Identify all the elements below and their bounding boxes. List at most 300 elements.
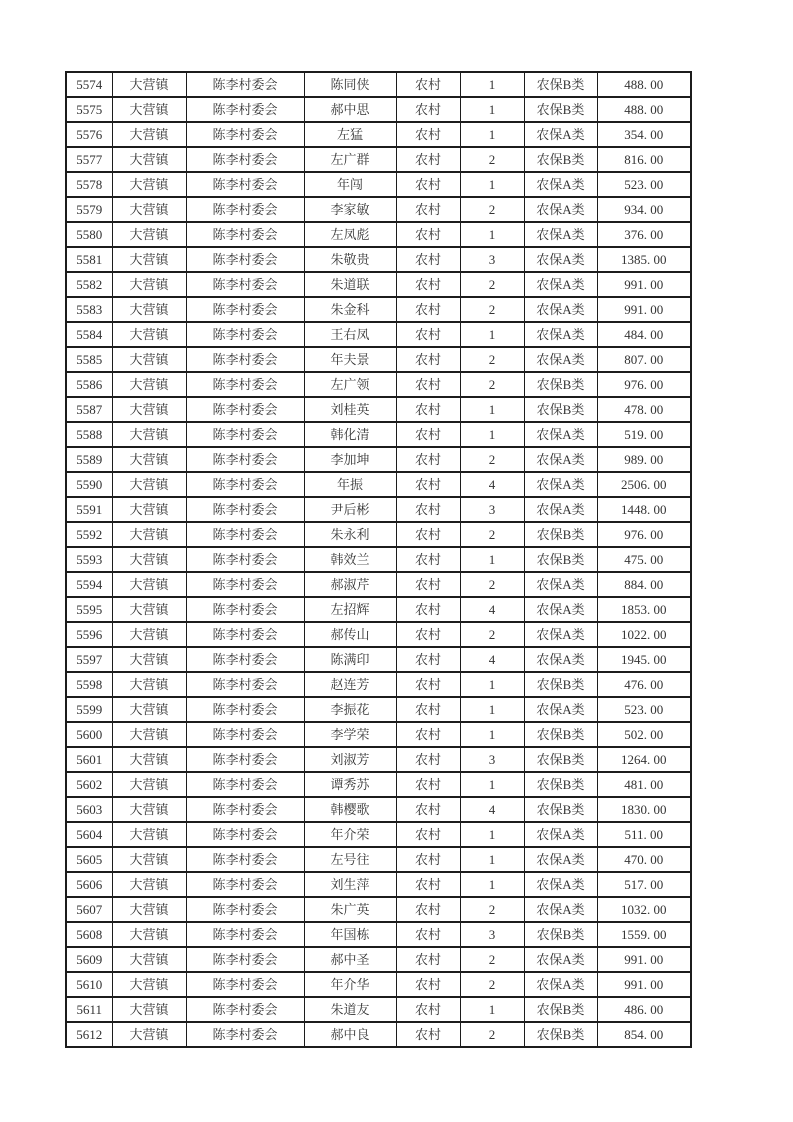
cell-village: 陈李村委会 [186,247,304,272]
cell-amount: 1945. 00 [597,647,691,672]
cell-serial: 5599 [66,697,112,722]
table-row [66,347,691,372]
cell-village: 陈李村委会 [186,347,304,372]
cell-serial: 5579 [66,197,112,222]
cell-category: 农保B类 [524,1022,597,1047]
cell-category: 农保A类 [524,872,597,897]
cell-name: 年闯 [304,172,396,197]
cell-category: 农保A类 [524,122,597,147]
cell-count: 1 [460,722,524,747]
cell-serial: 5596 [66,622,112,647]
cell-name: 陈满印 [304,647,396,672]
cell-town: 大营镇 [112,522,186,547]
table-row [66,747,691,772]
table-body [66,72,691,1047]
table-row [66,397,691,422]
cell-village: 陈李村委会 [186,1022,304,1047]
cell-category: 农保A类 [524,247,597,272]
table-row [66,122,691,147]
cell-town: 大营镇 [112,722,186,747]
cell-town: 大营镇 [112,1022,186,1047]
cell-category: 农保A类 [524,972,597,997]
table-row [66,422,691,447]
cell-residence: 农村 [396,597,460,622]
cell-residence: 农村 [396,497,460,522]
cell-category: 农保A类 [524,422,597,447]
cell-town: 大营镇 [112,372,186,397]
cell-count: 1 [460,822,524,847]
cell-count: 4 [460,597,524,622]
cell-town: 大营镇 [112,97,186,122]
cell-name: 韩效兰 [304,547,396,572]
cell-count: 2 [460,572,524,597]
cell-serial: 5592 [66,522,112,547]
cell-amount: 2506. 00 [597,472,691,497]
cell-name: 刘淑芳 [304,747,396,772]
cell-town: 大营镇 [112,272,186,297]
cell-residence: 农村 [396,447,460,472]
cell-village: 陈李村委会 [186,997,304,1022]
cell-village: 陈李村委会 [186,547,304,572]
cell-category: 农保A类 [524,847,597,872]
cell-residence: 农村 [396,722,460,747]
cell-name: 朱永利 [304,522,396,547]
cell-count: 3 [460,747,524,772]
cell-name: 韩樱歌 [304,797,396,822]
cell-residence: 农村 [396,797,460,822]
cell-name: 朱道联 [304,272,396,297]
table-row [66,172,691,197]
cell-village: 陈李村委会 [186,672,304,697]
cell-serial: 5576 [66,122,112,147]
cell-residence: 农村 [396,122,460,147]
table-row [66,372,691,397]
table-row [66,672,691,697]
cell-residence: 农村 [396,297,460,322]
cell-count: 2 [460,1022,524,1047]
cell-town: 大营镇 [112,497,186,522]
cell-serial: 5595 [66,597,112,622]
cell-serial: 5588 [66,422,112,447]
cell-village: 陈李村委会 [186,397,304,422]
cell-town: 大营镇 [112,72,186,97]
cell-town: 大营镇 [112,622,186,647]
cell-serial: 5591 [66,497,112,522]
cell-residence: 农村 [396,697,460,722]
table-row [66,872,691,897]
cell-town: 大营镇 [112,797,186,822]
cell-serial: 5598 [66,672,112,697]
cell-amount: 1853. 00 [597,597,691,622]
cell-village: 陈李村委会 [186,722,304,747]
cell-category: 农保B类 [524,547,597,572]
cell-serial: 5589 [66,447,112,472]
cell-village: 陈李村委会 [186,72,304,97]
cell-serial: 5609 [66,947,112,972]
cell-town: 大营镇 [112,972,186,997]
cell-name: 李加坤 [304,447,396,472]
cell-category: 农保B类 [524,672,597,697]
cell-amount: 484. 00 [597,322,691,347]
cell-town: 大营镇 [112,847,186,872]
cell-residence: 农村 [396,72,460,97]
cell-serial: 5606 [66,872,112,897]
cell-residence: 农村 [396,672,460,697]
cell-category: 农保A类 [524,197,597,222]
cell-name: 左招辉 [304,597,396,622]
cell-name: 年国栋 [304,922,396,947]
cell-name: 朱金科 [304,297,396,322]
cell-count: 2 [460,947,524,972]
table-row [66,772,691,797]
cell-count: 1 [460,872,524,897]
cell-town: 大营镇 [112,172,186,197]
cell-town: 大营镇 [112,747,186,772]
cell-name: 韩化清 [304,422,396,447]
cell-amount: 934. 00 [597,197,691,222]
table-row [66,447,691,472]
cell-serial: 5583 [66,297,112,322]
cell-category: 农保B类 [524,147,597,172]
cell-category: 农保A类 [524,497,597,522]
table-row [66,222,691,247]
table-row [66,597,691,622]
cell-town: 大营镇 [112,347,186,372]
cell-count: 2 [460,972,524,997]
cell-count: 1 [460,422,524,447]
cell-serial: 5585 [66,347,112,372]
cell-category: 农保A类 [524,572,597,597]
cell-amount: 991. 00 [597,297,691,322]
cell-count: 4 [460,797,524,822]
cell-village: 陈李村委会 [186,322,304,347]
cell-village: 陈李村委会 [186,772,304,797]
cell-amount: 807. 00 [597,347,691,372]
cell-village: 陈李村委会 [186,497,304,522]
cell-category: 农保A类 [524,297,597,322]
cell-category: 农保B类 [524,72,597,97]
cell-category: 农保B类 [524,797,597,822]
cell-amount: 1830. 00 [597,797,691,822]
cell-amount: 481. 00 [597,772,691,797]
cell-residence: 农村 [396,897,460,922]
cell-category: 农保A类 [524,897,597,922]
cell-residence: 农村 [396,647,460,672]
cell-name: 李振花 [304,697,396,722]
cell-category: 农保B类 [524,997,597,1022]
cell-serial: 5597 [66,647,112,672]
cell-town: 大营镇 [112,397,186,422]
cell-serial: 5604 [66,822,112,847]
cell-town: 大营镇 [112,147,186,172]
cell-name: 李学荣 [304,722,396,747]
cell-amount: 511. 00 [597,822,691,847]
cell-residence: 农村 [396,1022,460,1047]
cell-serial: 5600 [66,722,112,747]
table-row [66,97,691,122]
cell-town: 大营镇 [112,822,186,847]
cell-name: 年介荣 [304,822,396,847]
cell-village: 陈李村委会 [186,422,304,447]
cell-count: 1 [460,322,524,347]
cell-amount: 991. 00 [597,947,691,972]
cell-count: 4 [460,647,524,672]
cell-residence: 农村 [396,347,460,372]
cell-serial: 5602 [66,772,112,797]
cell-town: 大营镇 [112,672,186,697]
cell-count: 2 [460,522,524,547]
cell-name: 左猛 [304,122,396,147]
table-row [66,497,691,522]
cell-count: 1 [460,397,524,422]
cell-category: 农保A类 [524,622,597,647]
cell-town: 大营镇 [112,897,186,922]
cell-village: 陈李村委会 [186,197,304,222]
cell-town: 大营镇 [112,572,186,597]
cell-name: 左凤彪 [304,222,396,247]
cell-village: 陈李村委会 [186,922,304,947]
cell-category: 农保B类 [524,772,597,797]
cell-serial: 5578 [66,172,112,197]
cell-name: 刘生萍 [304,872,396,897]
cell-residence: 农村 [396,372,460,397]
cell-town: 大营镇 [112,947,186,972]
cell-village: 陈李村委会 [186,797,304,822]
cell-residence: 农村 [396,472,460,497]
cell-town: 大营镇 [112,322,186,347]
cell-count: 3 [460,497,524,522]
cell-residence: 农村 [396,97,460,122]
cell-category: 农保A类 [524,347,597,372]
cell-name: 年振 [304,472,396,497]
cell-serial: 5580 [66,222,112,247]
cell-amount: 1385. 00 [597,247,691,272]
cell-category: 农保B类 [524,747,597,772]
cell-residence: 农村 [396,947,460,972]
table-row [66,572,691,597]
cell-residence: 农村 [396,922,460,947]
cell-residence: 农村 [396,522,460,547]
cell-serial: 5593 [66,547,112,572]
cell-village: 陈李村委会 [186,172,304,197]
cell-village: 陈李村委会 [186,472,304,497]
cell-amount: 1022. 00 [597,622,691,647]
cell-residence: 农村 [396,172,460,197]
cell-amount: 517. 00 [597,872,691,897]
cell-amount: 991. 00 [597,272,691,297]
cell-name: 左广群 [304,147,396,172]
cell-town: 大营镇 [112,447,186,472]
cell-name: 左广领 [304,372,396,397]
cell-count: 1 [460,847,524,872]
cell-amount: 519. 00 [597,422,691,447]
cell-count: 1 [460,772,524,797]
cell-serial: 5577 [66,147,112,172]
cell-serial: 5608 [66,922,112,947]
cell-amount: 478. 00 [597,397,691,422]
table-row [66,797,691,822]
cell-name: 郝中圣 [304,947,396,972]
cell-name: 王右凤 [304,322,396,347]
cell-category: 农保A类 [524,447,597,472]
cell-category: 农保A类 [524,597,597,622]
cell-residence: 农村 [396,872,460,897]
cell-village: 陈李村委会 [186,97,304,122]
cell-name: 朱道友 [304,997,396,1022]
cell-village: 陈李村委会 [186,647,304,672]
cell-count: 1 [460,172,524,197]
cell-village: 陈李村委会 [186,747,304,772]
cell-category: 农保A类 [524,947,597,972]
cell-amount: 854. 00 [597,1022,691,1047]
cell-count: 1 [460,122,524,147]
cell-amount: 1264. 00 [597,747,691,772]
cell-village: 陈李村委会 [186,972,304,997]
cell-name: 郝中良 [304,1022,396,1047]
cell-village: 陈李村委会 [186,122,304,147]
cell-category: 农保B类 [524,397,597,422]
cell-residence: 农村 [396,747,460,772]
cell-village: 陈李村委会 [186,297,304,322]
table-row [66,522,691,547]
cell-town: 大营镇 [112,472,186,497]
cell-name: 郝传山 [304,622,396,647]
cell-amount: 354. 00 [597,122,691,147]
cell-category: 农保A类 [524,472,597,497]
cell-name: 左号往 [304,847,396,872]
cell-residence: 农村 [396,197,460,222]
cell-town: 大营镇 [112,197,186,222]
cell-amount: 502. 00 [597,722,691,747]
cell-count: 2 [460,897,524,922]
cell-residence: 农村 [396,147,460,172]
cell-residence: 农村 [396,272,460,297]
cell-village: 陈李村委会 [186,897,304,922]
cell-serial: 5574 [66,72,112,97]
cell-residence: 农村 [396,547,460,572]
cell-town: 大营镇 [112,872,186,897]
table-row [66,297,691,322]
cell-residence: 农村 [396,222,460,247]
cell-name: 尹后彬 [304,497,396,522]
cell-town: 大营镇 [112,997,186,1022]
cell-count: 1 [460,72,524,97]
table-row [66,922,691,947]
cell-count: 4 [460,472,524,497]
table-row [66,197,691,222]
cell-residence: 农村 [396,247,460,272]
table-row [66,822,691,847]
pension-roster-table [65,71,692,1048]
cell-name: 李家敏 [304,197,396,222]
cell-town: 大营镇 [112,297,186,322]
cell-amount: 1448. 00 [597,497,691,522]
cell-amount: 488. 00 [597,72,691,97]
cell-name: 年介华 [304,972,396,997]
table-row [66,272,691,297]
table-row [66,697,691,722]
cell-serial: 5581 [66,247,112,272]
cell-count: 2 [460,447,524,472]
cell-residence: 农村 [396,772,460,797]
cell-village: 陈李村委会 [186,597,304,622]
cell-category: 农保A类 [524,272,597,297]
cell-serial: 5584 [66,322,112,347]
cell-serial: 5605 [66,847,112,872]
cell-town: 大营镇 [112,247,186,272]
cell-name: 赵连芳 [304,672,396,697]
cell-village: 陈李村委会 [186,372,304,397]
cell-residence: 农村 [396,397,460,422]
cell-amount: 976. 00 [597,372,691,397]
table-row [66,622,691,647]
cell-amount: 884. 00 [597,572,691,597]
cell-count: 1 [460,697,524,722]
cell-town: 大营镇 [112,697,186,722]
cell-count: 2 [460,147,524,172]
cell-amount: 470. 00 [597,847,691,872]
cell-amount: 989. 00 [597,447,691,472]
cell-amount: 1032. 00 [597,897,691,922]
cell-category: 农保A类 [524,172,597,197]
cell-residence: 农村 [396,847,460,872]
table-row [66,847,691,872]
cell-count: 3 [460,247,524,272]
cell-category: 农保B类 [524,722,597,747]
cell-count: 2 [460,372,524,397]
cell-village: 陈李村委会 [186,447,304,472]
cell-name: 谭秀苏 [304,772,396,797]
cell-village: 陈李村委会 [186,222,304,247]
cell-count: 2 [460,347,524,372]
cell-town: 大营镇 [112,597,186,622]
cell-amount: 486. 00 [597,997,691,1022]
table-row [66,972,691,997]
cell-residence: 农村 [396,822,460,847]
cell-residence: 农村 [396,572,460,597]
cell-serial: 5575 [66,97,112,122]
table-row [66,1022,691,1047]
cell-village: 陈李村委会 [186,147,304,172]
cell-residence: 农村 [396,422,460,447]
table-row [66,472,691,497]
cell-serial: 5612 [66,1022,112,1047]
cell-village: 陈李村委会 [186,697,304,722]
table-row [66,72,691,97]
cell-town: 大营镇 [112,647,186,672]
table-row [66,547,691,572]
cell-serial: 5586 [66,372,112,397]
cell-name: 郝淑芹 [304,572,396,597]
cell-count: 2 [460,272,524,297]
cell-town: 大营镇 [112,122,186,147]
cell-amount: 475. 00 [597,547,691,572]
cell-name: 年夫景 [304,347,396,372]
table-row [66,247,691,272]
table-row [66,947,691,972]
cell-village: 陈李村委会 [186,622,304,647]
cell-name: 朱广英 [304,897,396,922]
cell-village: 陈李村委会 [186,847,304,872]
cell-serial: 5587 [66,397,112,422]
cell-serial: 5601 [66,747,112,772]
cell-town: 大营镇 [112,422,186,447]
cell-serial: 5590 [66,472,112,497]
cell-village: 陈李村委会 [186,572,304,597]
cell-count: 2 [460,622,524,647]
table-row [66,147,691,172]
cell-count: 1 [460,997,524,1022]
